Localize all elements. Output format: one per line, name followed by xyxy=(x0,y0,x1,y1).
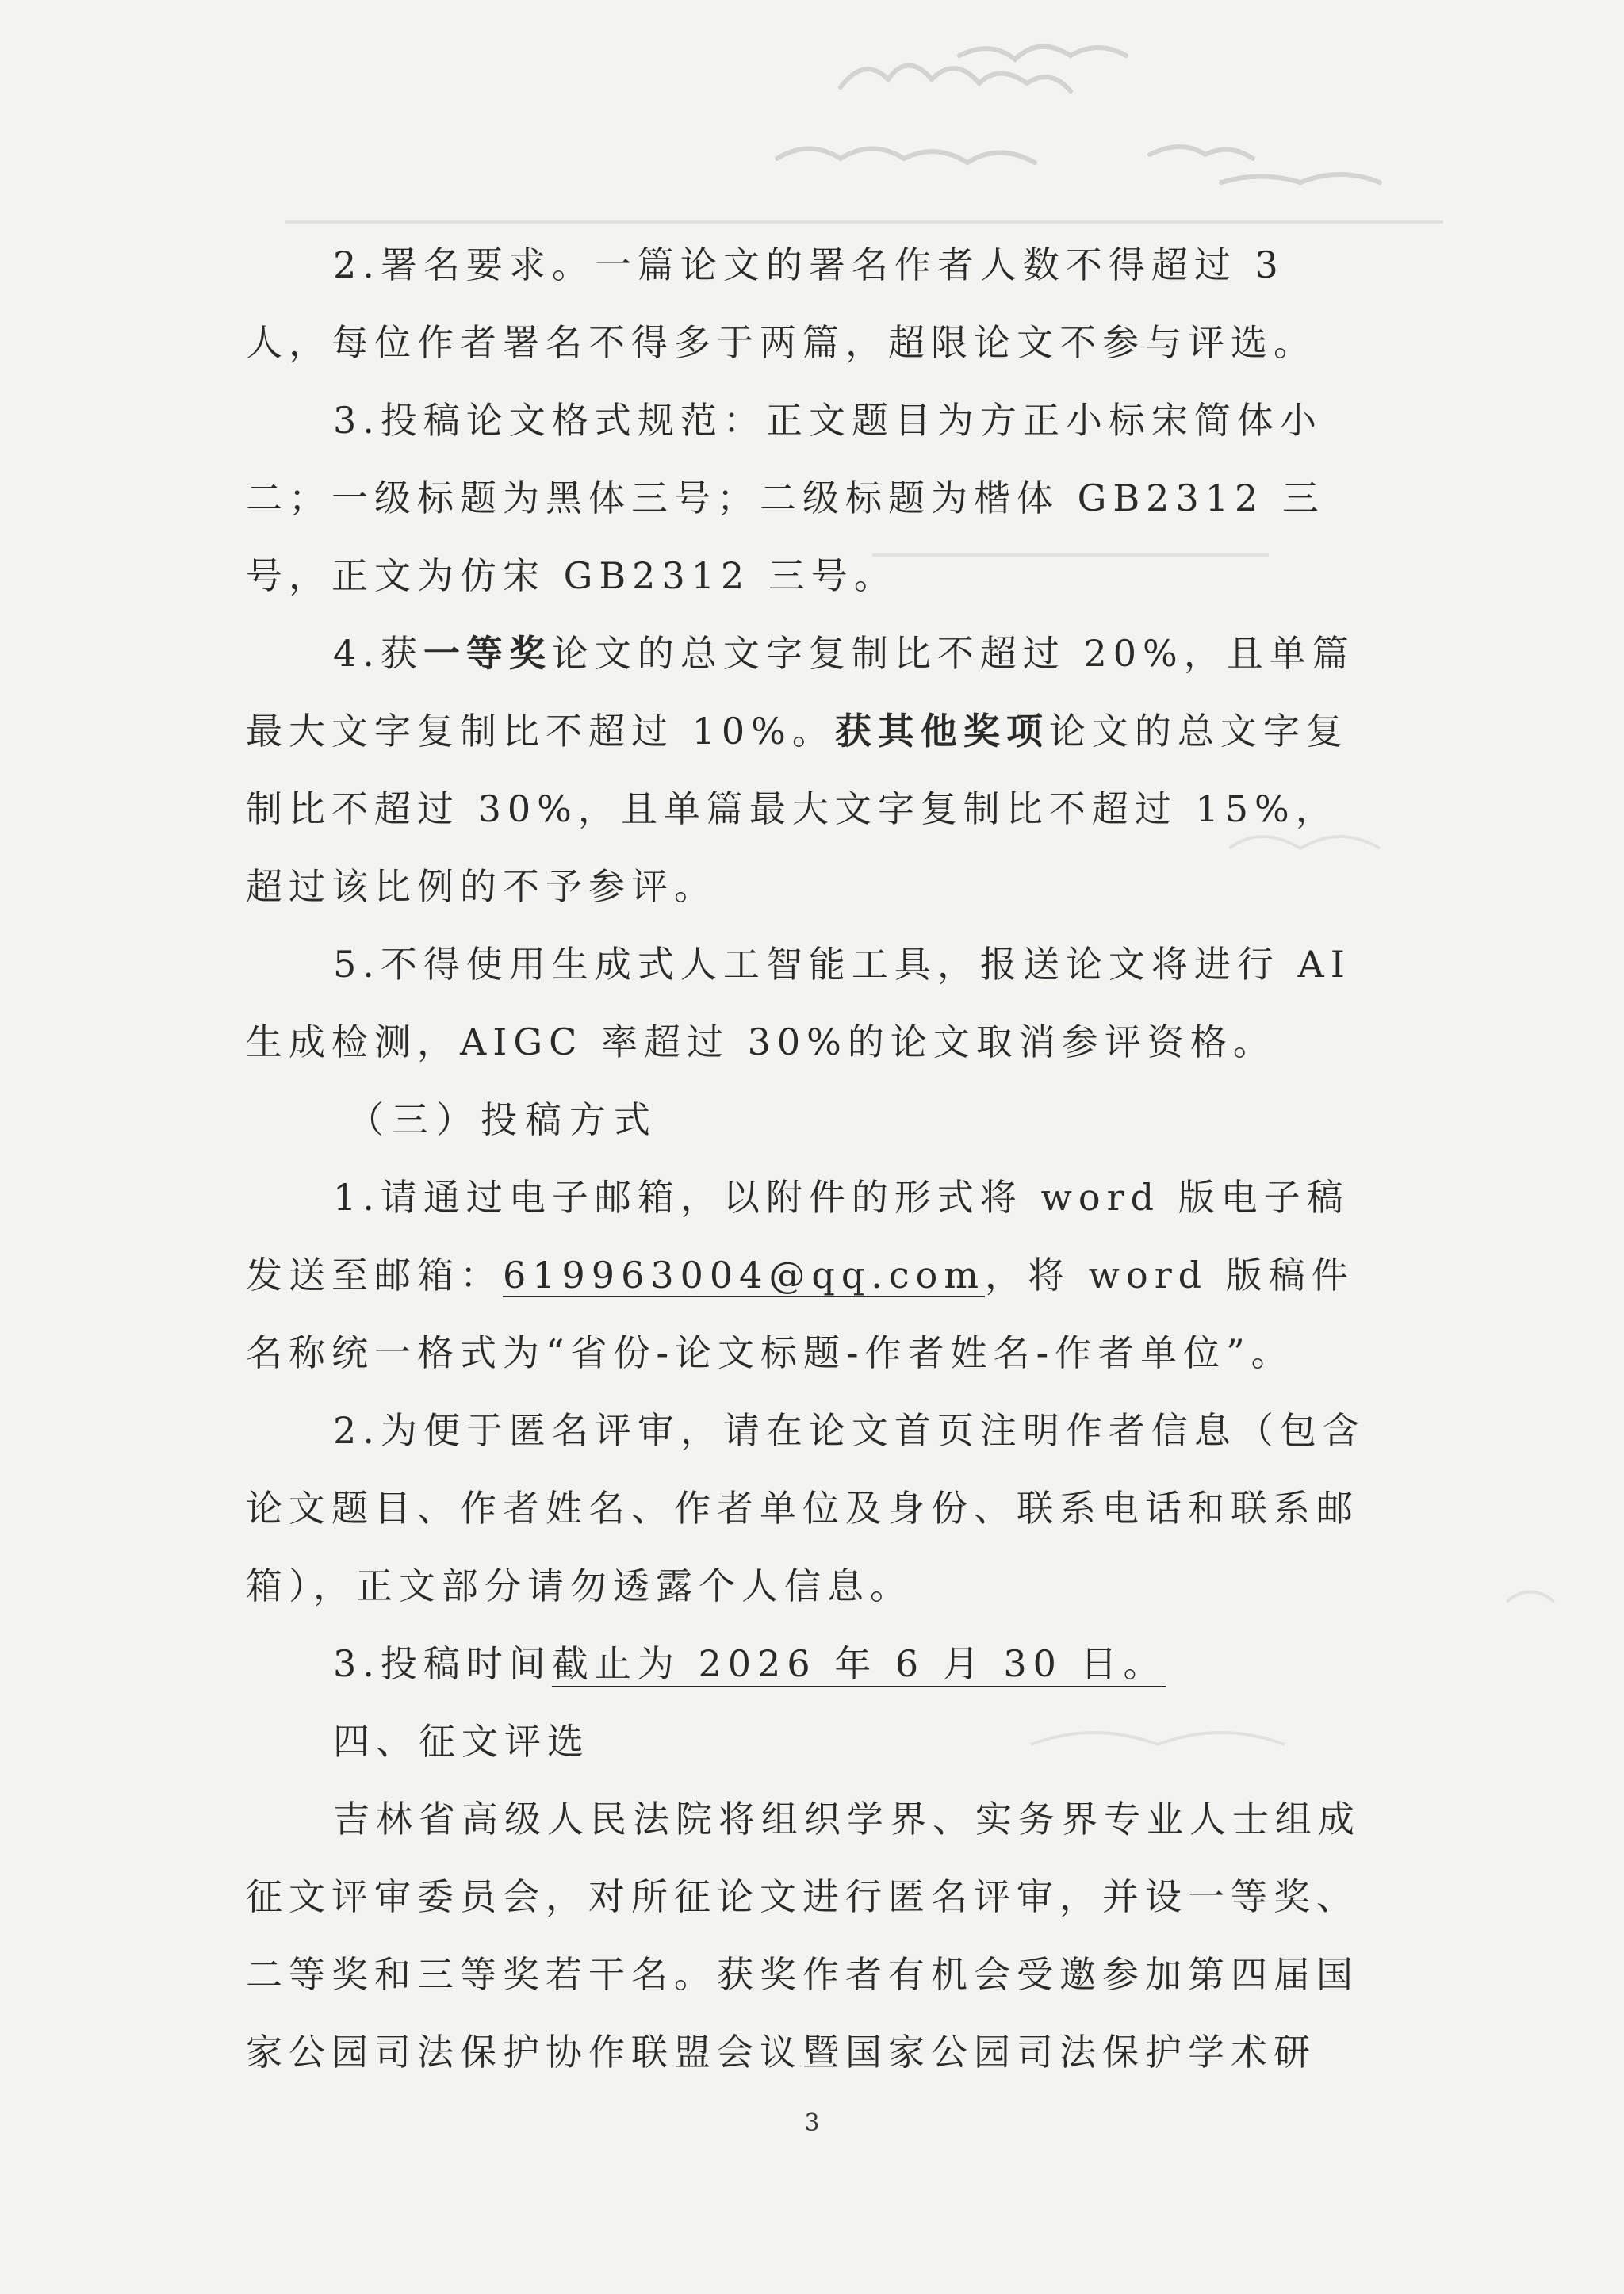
submission-email-paragraph xyxy=(246,1158,1372,1392)
first-prize-emphasis: 一等奖 xyxy=(423,632,552,675)
similarity-text-1: 4.获 xyxy=(333,632,423,675)
deadline-period: 。 xyxy=(1123,1642,1166,1685)
subsection-heading-submission: （三）投稿方式 xyxy=(347,1098,658,1141)
deadline-date: 截止为 2026 年 6 月 30 日 xyxy=(551,1642,1124,1685)
page-number: 3 xyxy=(804,2109,820,2137)
deadline-text-1: 3.投稿时间 xyxy=(333,1642,552,1685)
submission-text-1: 1.请通过电子邮箱，以附件的形式将 word 版电子稿发送至邮箱： xyxy=(246,1176,1350,1296)
requirement-similarity xyxy=(246,615,1372,925)
submission-text-2: ，将 word 版稿件名称统一格式为“省份-论文标题-作者姓名-作者单位”。 xyxy=(246,1254,1354,1374)
document-body xyxy=(246,226,1372,2091)
requirement-authorship: 2.署名要求。一篇论文的署名作者人数不得超过 3 人，每位作者署名不得多于两篇，超限论文不参与评选。 xyxy=(246,243,1316,364)
submission-email-link[interactable]: 619963004@qq.com xyxy=(503,1254,985,1296)
deadline-paragraph xyxy=(246,1625,1372,1702)
evaluation-paragraph: 吉林省高级人民法院将组织学界、实务界专业人士组成征文评审委员会，对所征论文进行匿名评审，并设一等奖、二等奖和三等奖若干名。获奖作者有机会受邀参加第四届国家公园司法保护协作联盟会议暨国家公园司法保护学术研 xyxy=(246,1798,1361,2074)
requirement-format: 3.投稿论文格式规范：正文题目为方正小标宋简体小二；一级标题为黑体三号；二级标题为楷体 GB2312 三号，正文为仿宋 GB2312 三号。 xyxy=(246,399,1325,597)
similarity-text-3: 论文的总文字复制比不超过 30%，且单篇最大文字复制比不超过 15%，超过该比例的不予参评。 xyxy=(246,710,1349,908)
section-heading-evaluation: 四、征文评选 xyxy=(333,1720,590,1763)
similarity-text-2: 论文的总文字复制比不超过 20%，且单篇最大文字复制比不超过 10%。 xyxy=(246,632,1355,753)
requirement-ai: 5.不得使用生成式人工智能工具，报送论文将进行 AI 生成检测，AIGC 率超过 30%的论文取消参评资格。 xyxy=(246,943,1351,1063)
other-prizes-emphasis: 获其他奖项 xyxy=(834,710,1049,753)
anonymous-review-paragraph: 2.为便于匿名评审，请在论文首页注明作者信息（包含论文题目、作者姓名、作者单位及身份、联系电话和联系邮箱），正文部分请勿透露个人信息。 xyxy=(246,1409,1365,1607)
